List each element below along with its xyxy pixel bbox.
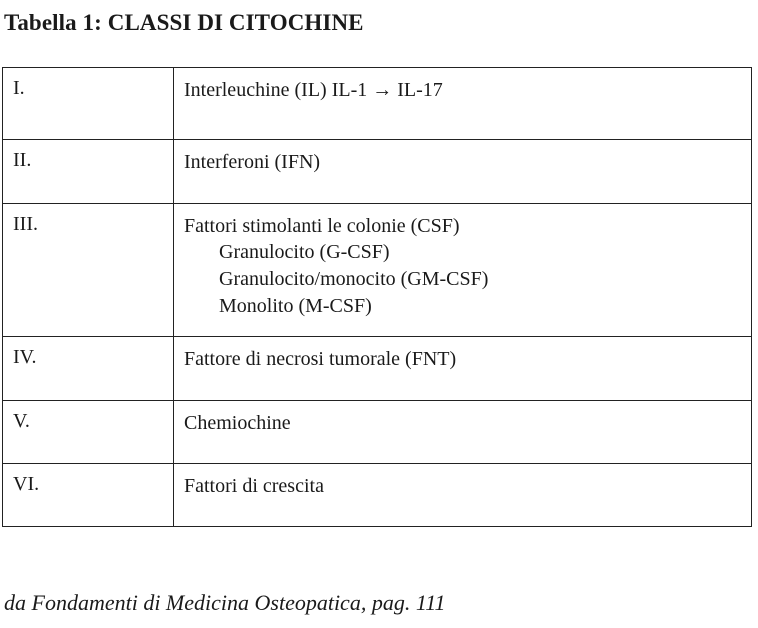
row-label: Interleuchine (IL) IL-1 → IL-17 — [184, 79, 443, 101]
row-label: Fattori stimolanti le colonie (CSF) — [184, 215, 460, 237]
row-number: V. — [3, 401, 174, 464]
row-label: Interferoni (IFN) — [184, 151, 321, 173]
row-name — [174, 337, 752, 401]
row-number: VI. — [3, 464, 174, 527]
row-number: IV. — [3, 337, 174, 401]
table-row — [3, 204, 752, 337]
row-name — [174, 204, 752, 337]
source-caption: da Fondamenti di Medicina Osteopatica, pag. 111 — [4, 590, 446, 615]
sub-item: Monolito (M-CSF) — [219, 295, 372, 317]
cytokine-classes-table — [2, 67, 752, 527]
row-name — [174, 140, 752, 204]
row-name — [174, 68, 752, 140]
row-number: II. — [3, 140, 174, 204]
table-row — [3, 337, 752, 401]
table-row — [3, 464, 752, 527]
row-number: I. — [3, 68, 174, 140]
row-name — [174, 401, 752, 464]
row-name — [174, 464, 752, 527]
row-label: Fattore di necrosi tumorale (FNT) — [184, 348, 457, 370]
table-row — [3, 401, 752, 464]
table-row — [3, 68, 752, 140]
row-label: Fattori di crescita — [184, 475, 324, 497]
sub-item: Granulocito/monocito (GM-CSF) — [219, 268, 489, 290]
table-row — [3, 140, 752, 204]
row-label: Chemiochine — [184, 412, 291, 434]
row-number: III. — [3, 204, 174, 337]
sub-item: Granulocito (G-CSF) — [219, 241, 390, 263]
table-title: Tabella 1: CLASSI DI CITOCHINE — [4, 10, 364, 35]
